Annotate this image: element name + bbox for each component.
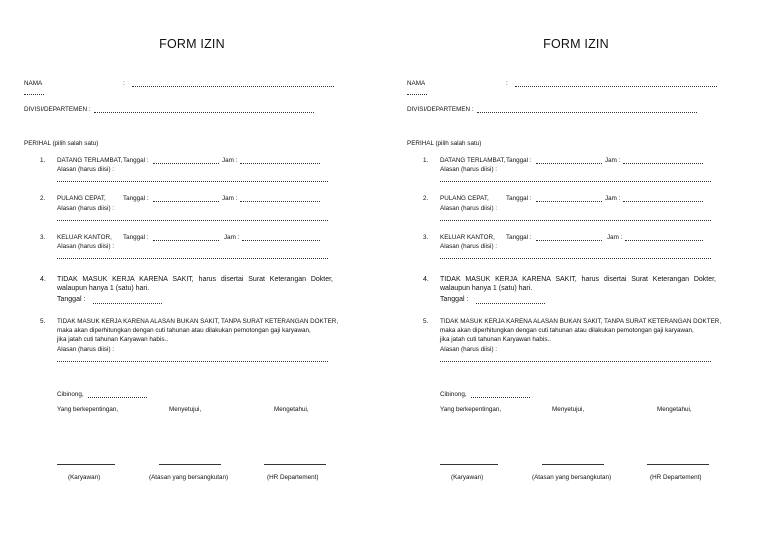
signer-acknowledger: Mengetahui, bbox=[657, 406, 692, 413]
alasan-label: Alasan (harus diisi) : bbox=[440, 205, 498, 212]
tanggal-label: Tanggal : bbox=[57, 296, 86, 303]
date-field[interactable] bbox=[88, 397, 147, 398]
signature-line-approver[interactable] bbox=[542, 464, 604, 465]
jam-field[interactable] bbox=[623, 201, 703, 202]
place-label: Cibinong, bbox=[440, 391, 467, 398]
signature-line-approver[interactable] bbox=[159, 464, 221, 465]
tanggal-label: Tanggal : bbox=[506, 195, 532, 202]
role-employee: (Karyawan) bbox=[451, 474, 484, 481]
nama-label: NAMA bbox=[407, 80, 426, 87]
alasan-field[interactable] bbox=[440, 220, 711, 221]
jam-label: Jam : bbox=[222, 157, 238, 164]
item5-line2: maka akan diperhitungkan dengan cuti tahunan atau dilakukan pemotongan gaji karyawan, bbox=[440, 327, 694, 334]
item-number: 2. bbox=[40, 195, 46, 202]
signer-approver: Menyetujui, bbox=[169, 406, 202, 413]
tanggal-label: Tanggal : bbox=[123, 234, 149, 241]
item-number: 3. bbox=[40, 234, 46, 241]
signer-approver: Menyetujui, bbox=[552, 406, 585, 413]
tanggal-label: Tanggal : bbox=[123, 157, 149, 164]
perihal-label: PERIHAL (pilih salah satu) bbox=[24, 140, 99, 147]
signature-line-employee[interactable] bbox=[440, 464, 498, 465]
jam-label: Jam : bbox=[222, 195, 238, 202]
item-number: 5. bbox=[40, 318, 46, 325]
item5-line1: TIDAK MASUK KERJA KARENA ALASAN BUKAN SAKIT, TANPA SURAT KETERANGAN DOKTER, bbox=[57, 318, 339, 325]
tanggal-field[interactable] bbox=[93, 303, 162, 304]
role-approver: (Atasan yang bersangkutan) bbox=[532, 474, 612, 481]
tanggal-label: Tanggal : bbox=[506, 234, 532, 241]
jam-field[interactable] bbox=[240, 201, 320, 202]
tanggal-field[interactable] bbox=[476, 303, 545, 304]
jam-label: Jam : bbox=[605, 195, 621, 202]
item-number: 3. bbox=[423, 234, 429, 241]
tanggal-field[interactable] bbox=[536, 201, 602, 202]
tanggal-field[interactable] bbox=[153, 201, 219, 202]
alasan-field[interactable] bbox=[440, 258, 711, 259]
date-field[interactable] bbox=[471, 397, 530, 398]
item-number: 1. bbox=[423, 157, 429, 164]
tanggal-label: Tanggal : bbox=[506, 157, 532, 164]
item-number: 2. bbox=[423, 195, 429, 202]
jam-field[interactable] bbox=[623, 163, 703, 164]
signature-line-employee[interactable] bbox=[57, 464, 115, 465]
form-title: FORM IZIN bbox=[543, 37, 609, 51]
item4-line2: walaupun hanya 1 (satu) hari. bbox=[440, 285, 533, 292]
divisi-label: DIVISI/DEPARTEMEN : bbox=[407, 106, 474, 113]
item4-line1: TIDAK MASUK KERJA KARENA SAKIT, harus disertai Surat Keterangan Dokter, bbox=[57, 276, 333, 283]
item-label: DATANG TERLAMBAT, bbox=[57, 157, 123, 164]
alasan-label: Alasan (harus diisi) : bbox=[440, 243, 498, 250]
item-label: PULANG CEPAT, bbox=[57, 195, 106, 202]
jam-label: Jam : bbox=[224, 234, 240, 241]
alasan-field[interactable] bbox=[440, 361, 711, 362]
nama-colon: : bbox=[123, 80, 125, 87]
item-number: 1. bbox=[40, 157, 46, 164]
alasan-label: Alasan (harus diisi) : bbox=[440, 346, 498, 353]
tanggal-label: Tanggal : bbox=[440, 296, 469, 303]
nama-field-cont[interactable] bbox=[407, 94, 427, 95]
alasan-label: Alasan (harus diisi) : bbox=[57, 166, 115, 173]
item-number: 4. bbox=[40, 276, 46, 283]
divisi-field[interactable] bbox=[477, 112, 697, 113]
nama-field-cont[interactable] bbox=[24, 94, 44, 95]
role-employee: (Karyawan) bbox=[68, 474, 101, 481]
item-number: 5. bbox=[423, 318, 429, 325]
tanggal-label: Tanggal : bbox=[123, 195, 149, 202]
signer-employee: Yang berkepentingan, bbox=[440, 406, 502, 413]
item-label: DATANG TERLAMBAT, bbox=[440, 157, 506, 164]
signature-line-hr[interactable] bbox=[264, 464, 326, 465]
alasan-field[interactable] bbox=[57, 258, 328, 259]
alasan-field[interactable] bbox=[57, 361, 328, 362]
alasan-label: Alasan (harus diisi) : bbox=[57, 346, 115, 353]
nama-label: NAMA bbox=[24, 80, 43, 87]
item5-line3: jika jatah cuti tahunan Karyawan habis.. bbox=[57, 336, 168, 343]
alasan-field[interactable] bbox=[440, 181, 711, 182]
item5-line3: jika jatah cuti tahunan Karyawan habis.. bbox=[440, 336, 551, 343]
jam-field[interactable] bbox=[242, 240, 320, 241]
tanggal-field[interactable] bbox=[536, 163, 602, 164]
item4-line1: TIDAK MASUK KERJA KARENA SAKIT, harus disertai Surat Keterangan Dokter, bbox=[440, 276, 716, 283]
tanggal-field[interactable] bbox=[536, 240, 602, 241]
jam-label: Jam : bbox=[607, 234, 623, 241]
divisi-label: DIVISI/DEPARTEMEN : bbox=[24, 106, 91, 113]
role-hr: (HR Departement) bbox=[650, 474, 702, 481]
alasan-label: Alasan (harus diisi) : bbox=[57, 205, 115, 212]
nama-colon: : bbox=[506, 80, 508, 87]
role-hr: (HR Departement) bbox=[267, 474, 319, 481]
item-label: PULANG CEPAT, bbox=[440, 195, 489, 202]
signer-employee: Yang berkepentingan, bbox=[57, 406, 119, 413]
form-izin-right bbox=[384, 0, 768, 543]
alasan-field[interactable] bbox=[57, 220, 328, 221]
tanggal-field[interactable] bbox=[153, 240, 219, 241]
item-label: KELUAR KANTOR, bbox=[440, 234, 495, 241]
item5-line1: TIDAK MASUK KERJA KARENA ALASAN BUKAN SAKIT, TANPA SURAT KETERANGAN DOKTER, bbox=[440, 318, 722, 325]
jam-field[interactable] bbox=[625, 240, 703, 241]
jam-field[interactable] bbox=[240, 163, 320, 164]
nama-field[interactable] bbox=[515, 86, 717, 87]
alasan-label: Alasan (harus diisi) : bbox=[57, 243, 115, 250]
alasan-label: Alasan (harus diisi) : bbox=[440, 166, 498, 173]
perihal-label: PERIHAL (pilih salah satu) bbox=[407, 140, 482, 147]
item5-line2: maka akan diperhitungkan dengan cuti tahunan atau dilakukan pemotongan gaji karyawan, bbox=[57, 327, 311, 334]
form-title: FORM IZIN bbox=[159, 37, 225, 51]
signature-line-hr[interactable] bbox=[647, 464, 709, 465]
item-number: 4. bbox=[423, 276, 429, 283]
divisi-field[interactable] bbox=[94, 112, 314, 113]
nama-field[interactable] bbox=[132, 86, 334, 87]
jam-label: Jam : bbox=[605, 157, 621, 164]
signer-acknowledger: Mengetahui, bbox=[274, 406, 309, 413]
item-label: KELUAR KANTOR, bbox=[57, 234, 112, 241]
alasan-field[interactable] bbox=[57, 181, 328, 182]
place-label: Cibinong, bbox=[57, 391, 84, 398]
tanggal-field[interactable] bbox=[153, 163, 219, 164]
item4-line2: walaupun hanya 1 (satu) hari. bbox=[57, 285, 150, 292]
role-approver: (Atasan yang bersangkutan) bbox=[149, 474, 229, 481]
